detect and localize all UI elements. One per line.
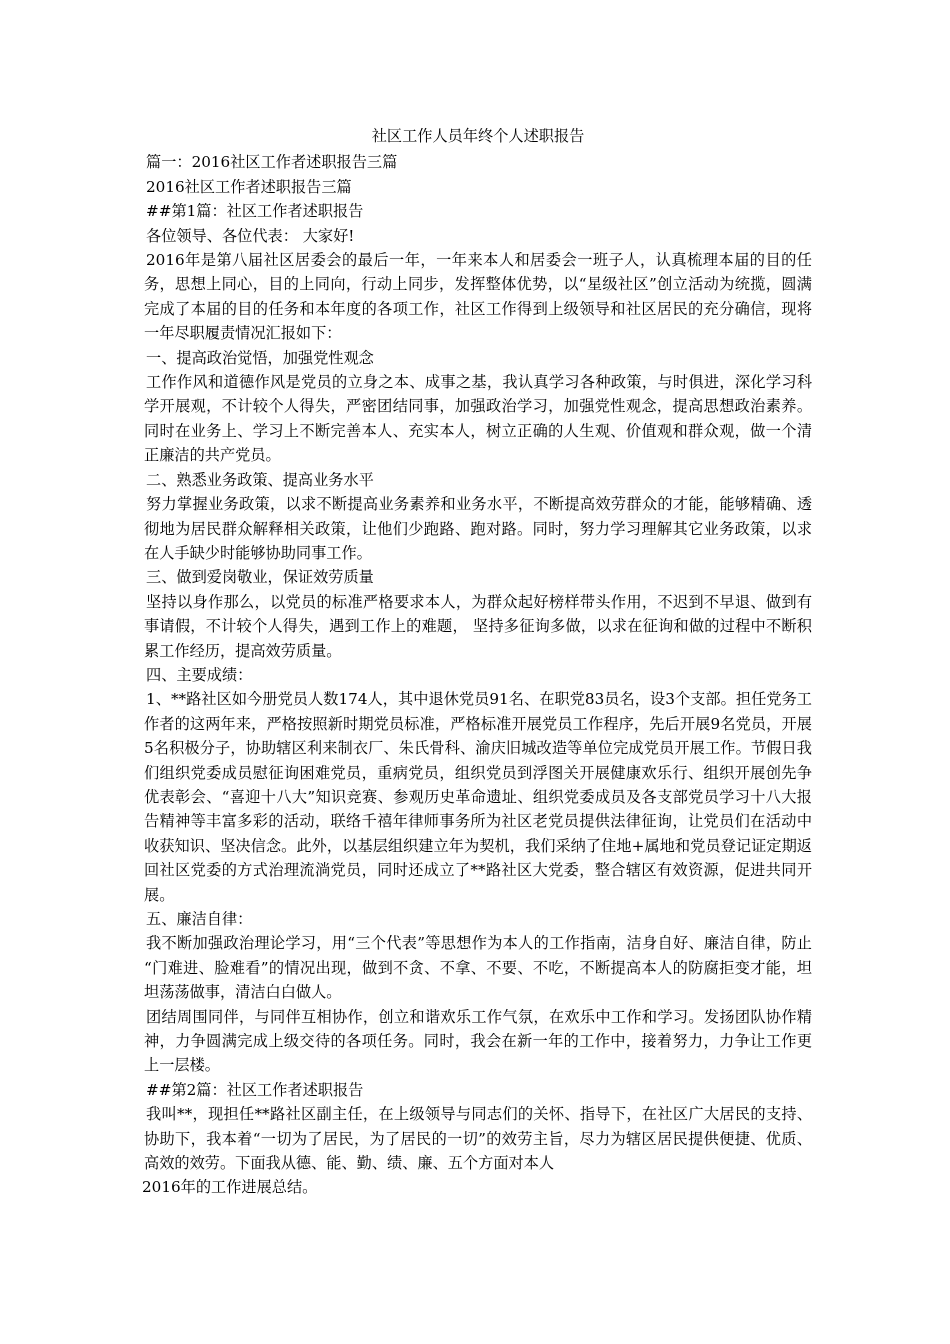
paragraph-body-3: 坚持以身作那么，以党员的标准严格要求本人，为群众起好榜样带头作用，不迟到不早退、做到有事请假，不计较个人得失，遇到工作上的难题， 坚持多征询多做，以求在征询和做的过程中不断积累工作经历，提高效劳质量。 bbox=[144, 592, 812, 660]
paragraph-section-heading: 篇一：2016社区工作者述职报告三篇 bbox=[146, 153, 398, 172]
paragraph-greeting: 各位领导、各位代表： 大家好! bbox=[146, 226, 355, 245]
paragraph-body-6: 团结周围同伴，与同伴互相协作，创立和谐欢乐工作气氛，在欢乐中工作和学习。发扬团队协作精神，力争圆满完成上级交待的各项任务。同时，我会在新一年的工作中，接着努力，力争让工作更上一层楼。 bbox=[144, 1007, 812, 1075]
paragraph-part-2-tail: 2016年的工作进展总结。 bbox=[142, 1178, 318, 1197]
paragraph-body-1: 工作作风和道德作风是党员的立身之本、成事之基，我认真学习各种政策，与时俱进，深化学习科学开展观，不计较个人得失，严密团结同事，加强政治学习，加强党性观念，提高思想政治素养。同时在业务上、学习上不断完善本人、充实本人，树立正确的人生观、价值观和群众观，做一个清正廉洁的共产党员。 bbox=[144, 373, 812, 465]
paragraph-part-2-heading: ##第2篇：社区工作者述职报告 bbox=[146, 1080, 364, 1099]
paragraph-heading-2: 二、熟悉业务政策、提高业务水平 bbox=[146, 470, 374, 489]
paragraph-part-2-body: 我叫**，现担任**路社区副主任，在上级领导与同志们的关怀、指导下，在社区广大居民的支持、协助下，我本着“一切为了居民，为了居民的一切”的效劳主旨，尽力为辖区居民提供便捷、优质、高效的效劳。下面我从德、能、勤、绩、廉、五个方面对本人 bbox=[144, 1105, 812, 1173]
paragraph-part-1-heading: ##第1篇：社区工作者述职报告 bbox=[146, 202, 364, 221]
paragraph-heading-1: 一、提高政治觉悟，加强党性观念 bbox=[146, 348, 374, 367]
paragraph-heading-4: 四、主要成绩： bbox=[146, 665, 253, 684]
paragraph-heading-3: 三、做到爱岗敬业，保证效劳质量 bbox=[146, 568, 374, 587]
paragraph-heading-5: 五、廉洁自律： bbox=[146, 910, 253, 928]
paragraph-body-4: 1、**路社区如今册党员人数174人，其中退休党员91名、在职党83员名，设3个支部。担任党务工作者的这两年来，严格按照新时期党员标准，严格标准开展党员工作程序，先后开展9名党员，开展5名积极分子，协助辖区利来制衣厂、朱氏骨科、渝庆旧城改造等单位完成党员开展工作。节假日我们组织党委成员慰征询困难党员，重病党员，组织党员到浮图关开展健康欢乐行、组织开展创先争优表彰会、“喜迎十八大”知识竞赛、参观历史革命遗址、组织党委成员及各支部党员学习十八大报告精神等丰富多彩的活动，联络千禧年律师事务所为社区老党员提供法律征询，让党员们在活动中收获知识、坚决信念。此外，以基层组织建立年为契机，我们采纳了住地+属地和党员登记证定期返回社区党委的方式治理流淌党员，同时还成立了**路社区大党委，整合辖区有效资源，促进共同开展。 bbox=[144, 690, 812, 904]
document-page bbox=[144, 124, 812, 1200]
paragraph-body-5: 我不断加强政治理论学习，用“三个代表”等思想作为本人的工作指南，洁身自好、廉洁自律，防止 “门难进、脸难看”的情况出现，做到不贪、不拿、不要、不吃，不断提高本人的防腐拒变才能，坦坦荡荡做事，清洁白白做人。 bbox=[144, 934, 812, 1002]
paragraph-body-2: 努力掌握业务政策，以求不断提高业务素养和业务水平，不断提高效劳群众的才能，能够精确、透彻地为居民群众解释相关政策，让他们少跑路、跑对路。同时，努力学习理解其它业务政策，以求在人手缺少时能够协助同事工作。 bbox=[144, 495, 812, 562]
document-title: 社区工作人员年终个人述职报告 bbox=[371, 127, 585, 145]
paragraph-subtitle: 2016社区工作者述职报告三篇 bbox=[146, 177, 352, 196]
paragraph-intro: 2016年是第八届社区居委会的最后一年，一年来本人和居委会一班子人，认真梳理本届的目的任务，思想上同心，目的上同向，行动上同步，发挥整体优势，以“星级社区”创立活动为统揽，圆满完成了本届的目的任务和本年度的各项工作，社区工作得到上级领导和社区居民的充分确信，现将一年尽职履责情况汇报如下： bbox=[144, 251, 812, 343]
